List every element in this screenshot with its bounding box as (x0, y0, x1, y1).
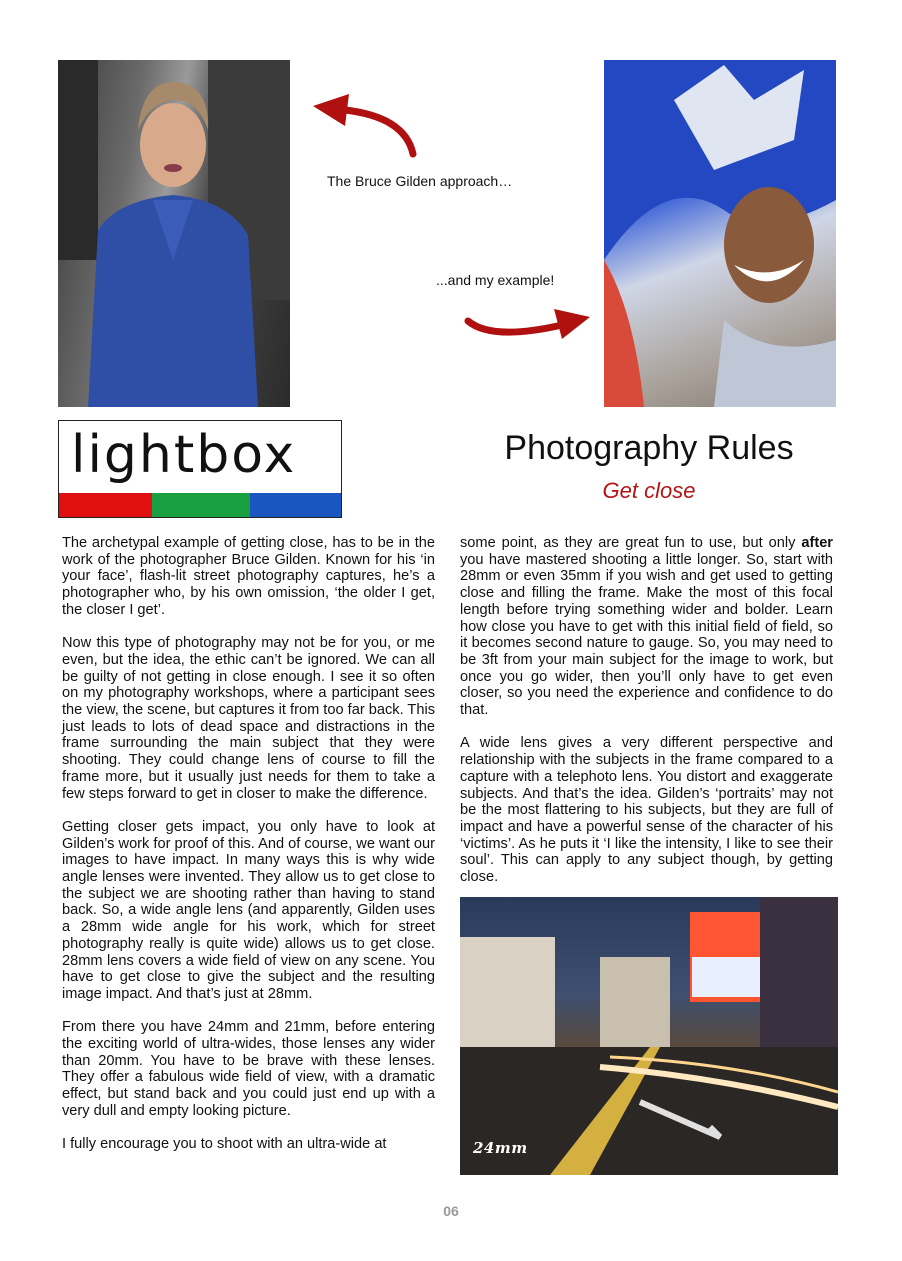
paragraph: A wide lens gives a very different perspective and relationship with the subjects in the frame compared to a capture with a telephoto lens. You distort and exaggerate subjects. And that’s the idea. Gilden’s ‘portraits’ may not be the most flattering to his subjects, but they are full of impact and have a powerful sense of the character of his ‘victims’. As he puts it ‘I like the intensity, I like to see their soul’. This can apply to any subject though, by getting close. (460, 735, 833, 886)
photo-bruce-gilden-style (58, 60, 290, 407)
body-column-right (460, 535, 833, 902)
paragraph: Getting closer gets impact, you only have to look at Gilden’s work for proof of this. And of course, we want our images to have impact. In many ways this is why wide angle lenses were invented. They allow us to get close to the subject we are shooting rather than having to stand back. So, a wide angle lens (and apparently, Gilden uses a 28mm wide angle for his work, which for street photography really is quite wide) allows us to get close. 28mm lens covers a wide field of view on any scene. You have to get close to give the subject and the resulting image impact. And that’s just at 28mm. (62, 818, 435, 1002)
page-title: Photography Rules (504, 429, 794, 467)
photo-caption: 24mm (473, 1139, 528, 1157)
logo-stripe-red (59, 493, 152, 517)
caption-my-example: ...and my example! (436, 272, 555, 288)
caption-gilden-approach: The Bruce Gilden approach… (327, 173, 513, 189)
paragraph: Now this type of photography may not be for you, or me even, but the idea, the ethic can’t be ignored. We can all be guilty of not getting in close enough. I see it so often on my photography workshops, where a participant sees the view, the scene, but captures it from too far back. This just leads to lots of dead space and distractions in the frame surrounding the main subject that they were shooting. They could change lens of course to fill the frame more, but it usually just needs for them to take a few steps forward to get in closer to make the difference. (62, 635, 435, 802)
logo-stripe-blue (250, 493, 341, 517)
night-street-illustration (460, 897, 838, 1175)
logo-stripe-green (152, 493, 250, 517)
curved-arrow-right-icon (462, 305, 594, 345)
paragraph-bold-text: after (801, 535, 833, 551)
body-column-left (62, 535, 435, 1170)
paragraph-text: some point, as they are great fun to use, but only (460, 535, 802, 551)
logo-text: lightbox (71, 425, 297, 485)
carnival-headdress-illustration (604, 60, 836, 407)
page-subtitle: Get close (602, 478, 696, 503)
photo-piccadilly-24mm (460, 897, 838, 1175)
paragraph-text: you have mastered shooting a little longer. So, start with 28mm or even 35mm if you wish and get used to getting close and filling the frame. Make the most of this focal length before trying something wider and bolder. Learn how close you have to get with this initial field of field, so it becomes second nature to gauge. So, you may need to be 3ft from your main subject for the image to work, but once you go wider, then you’ll only have to get even closer, so you need the experience and confidence to do that. (460, 551, 833, 719)
photo-carnival-dancer (604, 60, 836, 407)
woman-blue-coat-illustration (58, 60, 290, 407)
paragraph (460, 535, 833, 719)
curved-arrow-left-icon (305, 92, 425, 162)
paragraph: The archetypal example of getting close, has to be in the work of the photographer Bruce Gilden. Known for his ‘in your face’, flash-lit street photography captures, he’s a photographer who, by his own omission, ‘the older I get, the closer I get’. (62, 535, 435, 618)
page-number: 06 (443, 1203, 459, 1219)
lightbox-logo (58, 420, 342, 518)
paragraph: From there you have 24mm and 21mm, before entering the exciting world of ultra-wides, those lenses any wider than 20mm. You have to be brave with these lenses. They offer a fabulous wide field of view, with a dramatic effect, but stand back and you could just end up with a very dull and empty looking picture. (62, 1019, 435, 1119)
paragraph: I fully encourage you to shoot with an ultra-wide at (62, 1136, 387, 1153)
